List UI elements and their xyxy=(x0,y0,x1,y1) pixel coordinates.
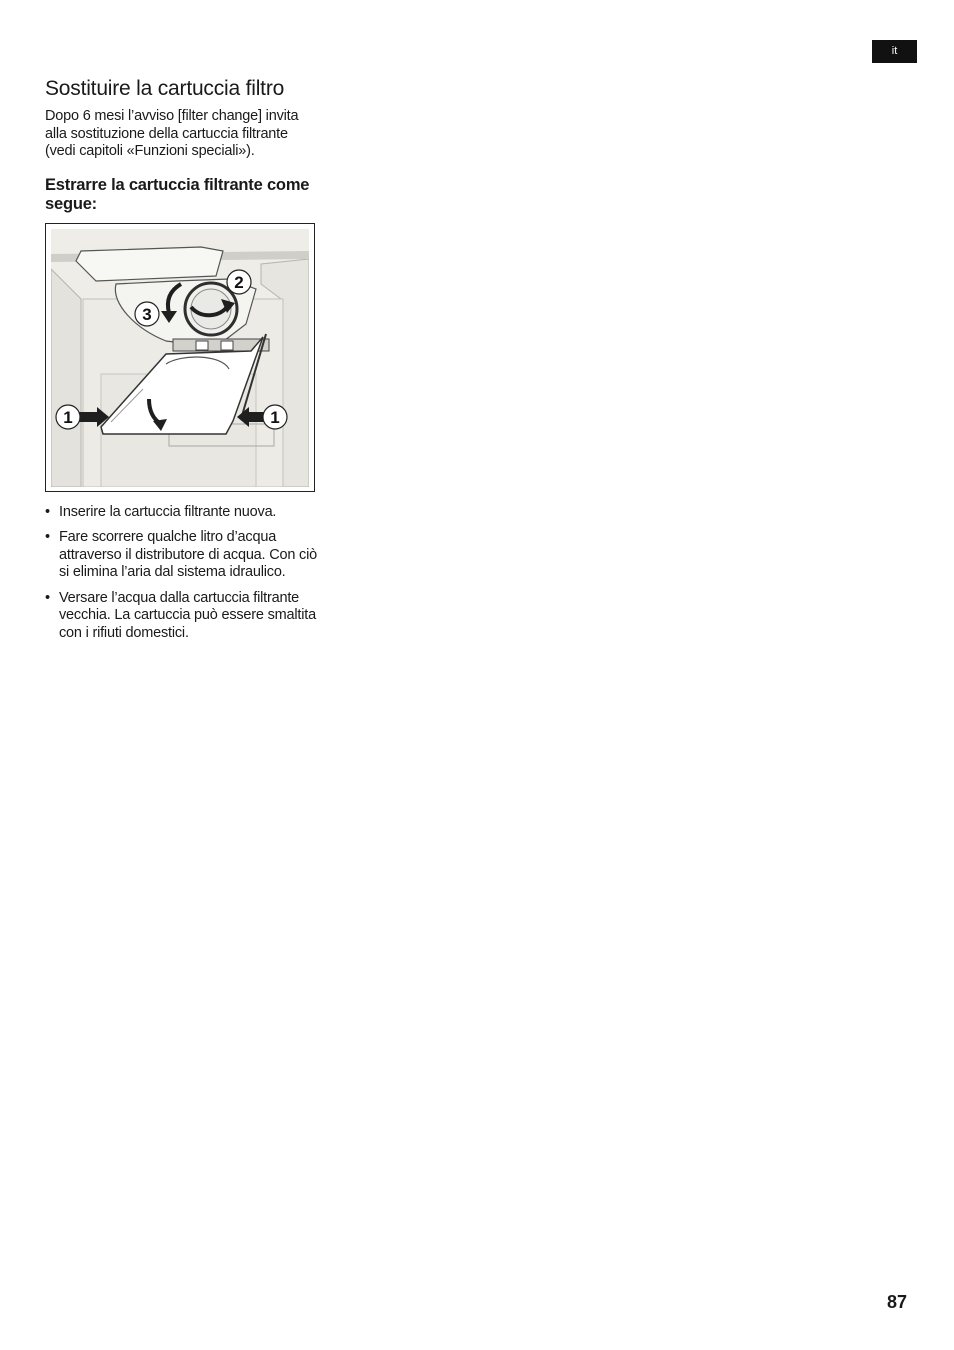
steps-list xyxy=(45,504,320,643)
bullet: • xyxy=(45,529,50,545)
bullet: • xyxy=(45,589,50,606)
language-tab: it xyxy=(872,40,917,63)
callout-1-right: 1 xyxy=(270,407,280,427)
filter-illustration-drawing xyxy=(51,229,309,487)
list-item-text: Fare scorrere qualche litro d’acqua attraverso il distributore di acqua. Con ciò si elimina l’aria dal sistema idraulico. xyxy=(59,529,317,580)
callout-3: 3 xyxy=(142,304,152,324)
subheading: Estrarre la cartuccia filtrante come segue: xyxy=(45,175,310,213)
section-title: Sostituire la cartuccia filtro xyxy=(45,77,285,100)
list-item-text: Inserire la cartuccia filtrante nuova. xyxy=(59,503,277,520)
bullet: • xyxy=(45,503,50,520)
list-item xyxy=(45,590,320,643)
content-column xyxy=(45,78,320,650)
intro-paragraph: Dopo 6 mesi l’avviso [filter change] invita alla sostituzione della cartuccia filtrante (vedi capitoli «Funzioni speciali»). xyxy=(45,108,299,159)
filter-illustration xyxy=(45,223,315,492)
list-item xyxy=(45,504,320,522)
page-number: 87 xyxy=(886,1292,907,1312)
callout-1-left: 1 xyxy=(63,407,73,427)
callout-2: 2 xyxy=(234,272,244,292)
list-item-text: Versare l’acqua dalla cartuccia filtrante vecchia. La cartuccia può essere smaltita con i rifiuti domestici. xyxy=(59,589,316,641)
list-item xyxy=(45,529,320,582)
